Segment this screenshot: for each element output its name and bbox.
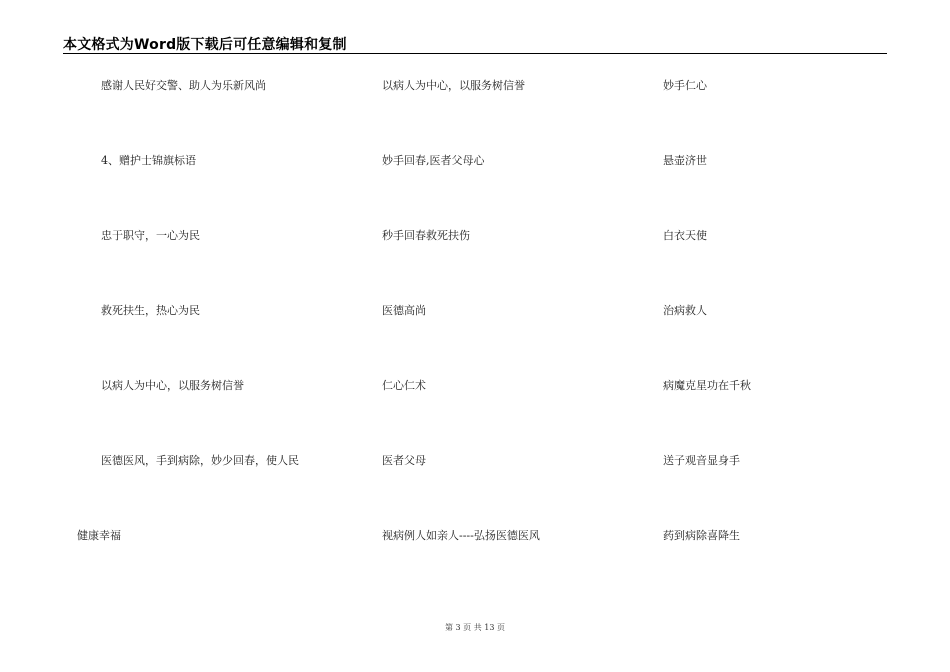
row-7-col-2: 视病例人如亲人----弘扬医德医风 bbox=[382, 529, 540, 542]
row-3-col-2: 秒手回春救死扶伤 bbox=[382, 229, 470, 242]
row-4-col-3: 治病救人 bbox=[663, 304, 707, 317]
row-4-col-2: 医德高尚 bbox=[382, 304, 426, 317]
row-3-col-3: 白衣天使 bbox=[663, 229, 707, 242]
row-1-col-3: 妙手仁心 bbox=[663, 79, 707, 92]
row-5-col-2: 仁心仁术 bbox=[382, 379, 426, 392]
row-5-col-1: 以病人为中心，以服务树信誉 bbox=[101, 379, 244, 392]
row-7-col-3: 药到病除喜降生 bbox=[663, 529, 740, 542]
row-6-col-1: 医德医风，手到病除，妙少回春，使人民 bbox=[101, 454, 299, 467]
row-1-col-1: 感谢人民好交警、助人为乐新风尚 bbox=[101, 79, 266, 92]
row-2-col-2: 妙手回春,医者父母心 bbox=[382, 154, 485, 167]
row-5-col-3: 病魔克星功在千秋 bbox=[663, 379, 751, 392]
row-3-col-1: 忠于职守，一心为民 bbox=[101, 229, 200, 242]
row-1-col-2: 以病人为中心，以服务树信誉 bbox=[382, 79, 525, 92]
document-header-title: 本文格式为Word版下载后可任意编辑和复制 bbox=[63, 37, 347, 53]
page-number-footer: 第 3 页 共 13 页 bbox=[445, 623, 505, 632]
row-6-col-3: 送子观音显身手 bbox=[663, 454, 740, 467]
row-6-col-2: 医者父母 bbox=[382, 454, 426, 467]
row-7-col-1: 健康幸福 bbox=[77, 529, 121, 542]
row-2-col-3: 悬壶济世 bbox=[663, 154, 707, 167]
row-2-col-1: 4、赠护士锦旗标语 bbox=[101, 154, 196, 167]
row-4-col-1: 救死扶生，热心为民 bbox=[101, 304, 200, 317]
header-divider bbox=[63, 53, 887, 54]
